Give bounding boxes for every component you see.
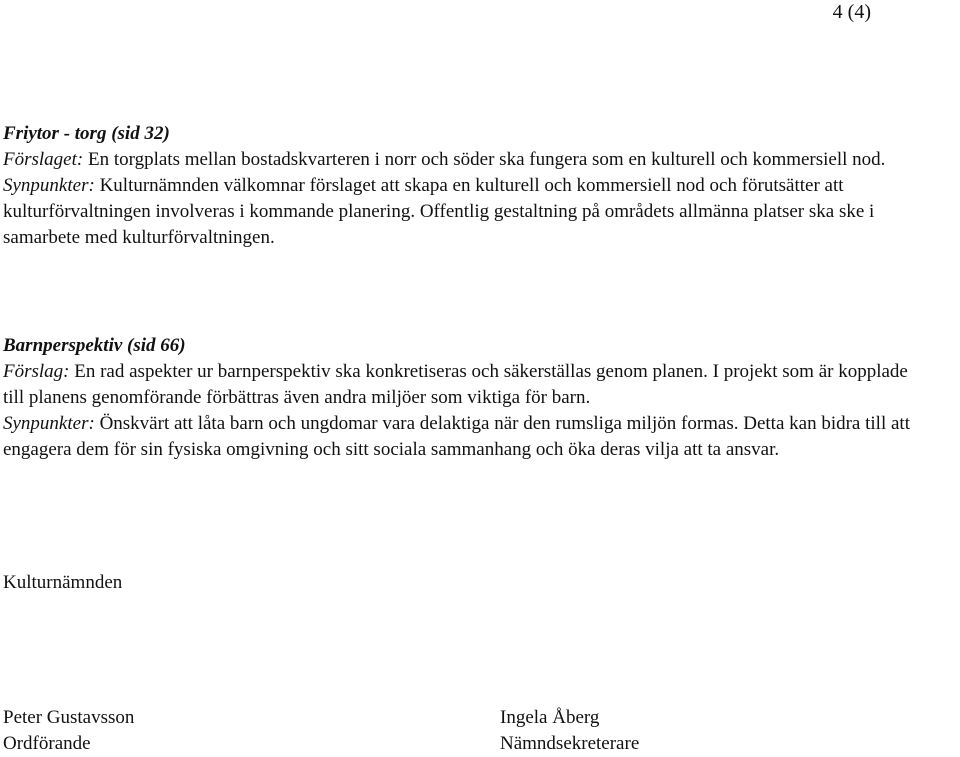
proposal-label: Förslaget:	[3, 149, 84, 170]
viewpoints-paragraph	[3, 173, 913, 251]
section-heading: Barnperspektiv (sid 66)	[3, 335, 186, 356]
proposal-text: En rad aspekter ur barnperspektiv ska konkretiseras och säkerställas genom planen. I projekt som är kopplade till planens genomförande förbättras även andra miljöer som viktiga för barn.	[3, 361, 908, 408]
signature-block-chair	[3, 705, 134, 757]
proposal-label: Förslag:	[3, 361, 70, 382]
section-heading: Friytor - torg (sid 32)	[3, 123, 170, 144]
proposal-text: En torgplats mellan bostadskvarteren i norr och söder ska fungera som en kulturell och kommersiell nod.	[83, 149, 886, 170]
viewpoints-text: Kulturnämnden välkomnar förslaget att skapa en kulturell och kommersiell nod och förutsätter att kulturförvaltningen involveras i kommande planering. Offentlig gestaltning på områdets allmänna platser ska ske i samarbete med kulturförvaltningen.	[3, 175, 875, 248]
viewpoints-text: Önskvärt att låta barn och ungdomar vara delaktiga när den rumsliga miljön formas. Detta kan bidra till att engagera dem för sin fysiska omgivning och sitt sociala sammanhang och öka deras vilja att ta ansvar.	[3, 413, 910, 460]
signature-block-secretary	[500, 705, 639, 757]
section-barnperspektiv	[3, 333, 913, 463]
organization-name: Kulturnämnden	[3, 572, 123, 593]
signatory-title: Nämndsekreterare	[500, 733, 640, 754]
proposal-paragraph	[3, 147, 913, 173]
signatory-title: Ordförande	[3, 733, 91, 754]
page-number: 4 (4)	[832, 1, 871, 23]
section-friytor-torg	[3, 121, 913, 251]
signatory-name: Ingela Åberg	[500, 707, 600, 728]
proposal-paragraph	[3, 359, 913, 411]
viewpoints-paragraph	[3, 411, 913, 463]
viewpoints-label: Synpunkter:	[3, 175, 95, 196]
signatory-name: Peter Gustavsson	[3, 707, 135, 728]
viewpoints-label: Synpunkter:	[3, 413, 95, 434]
